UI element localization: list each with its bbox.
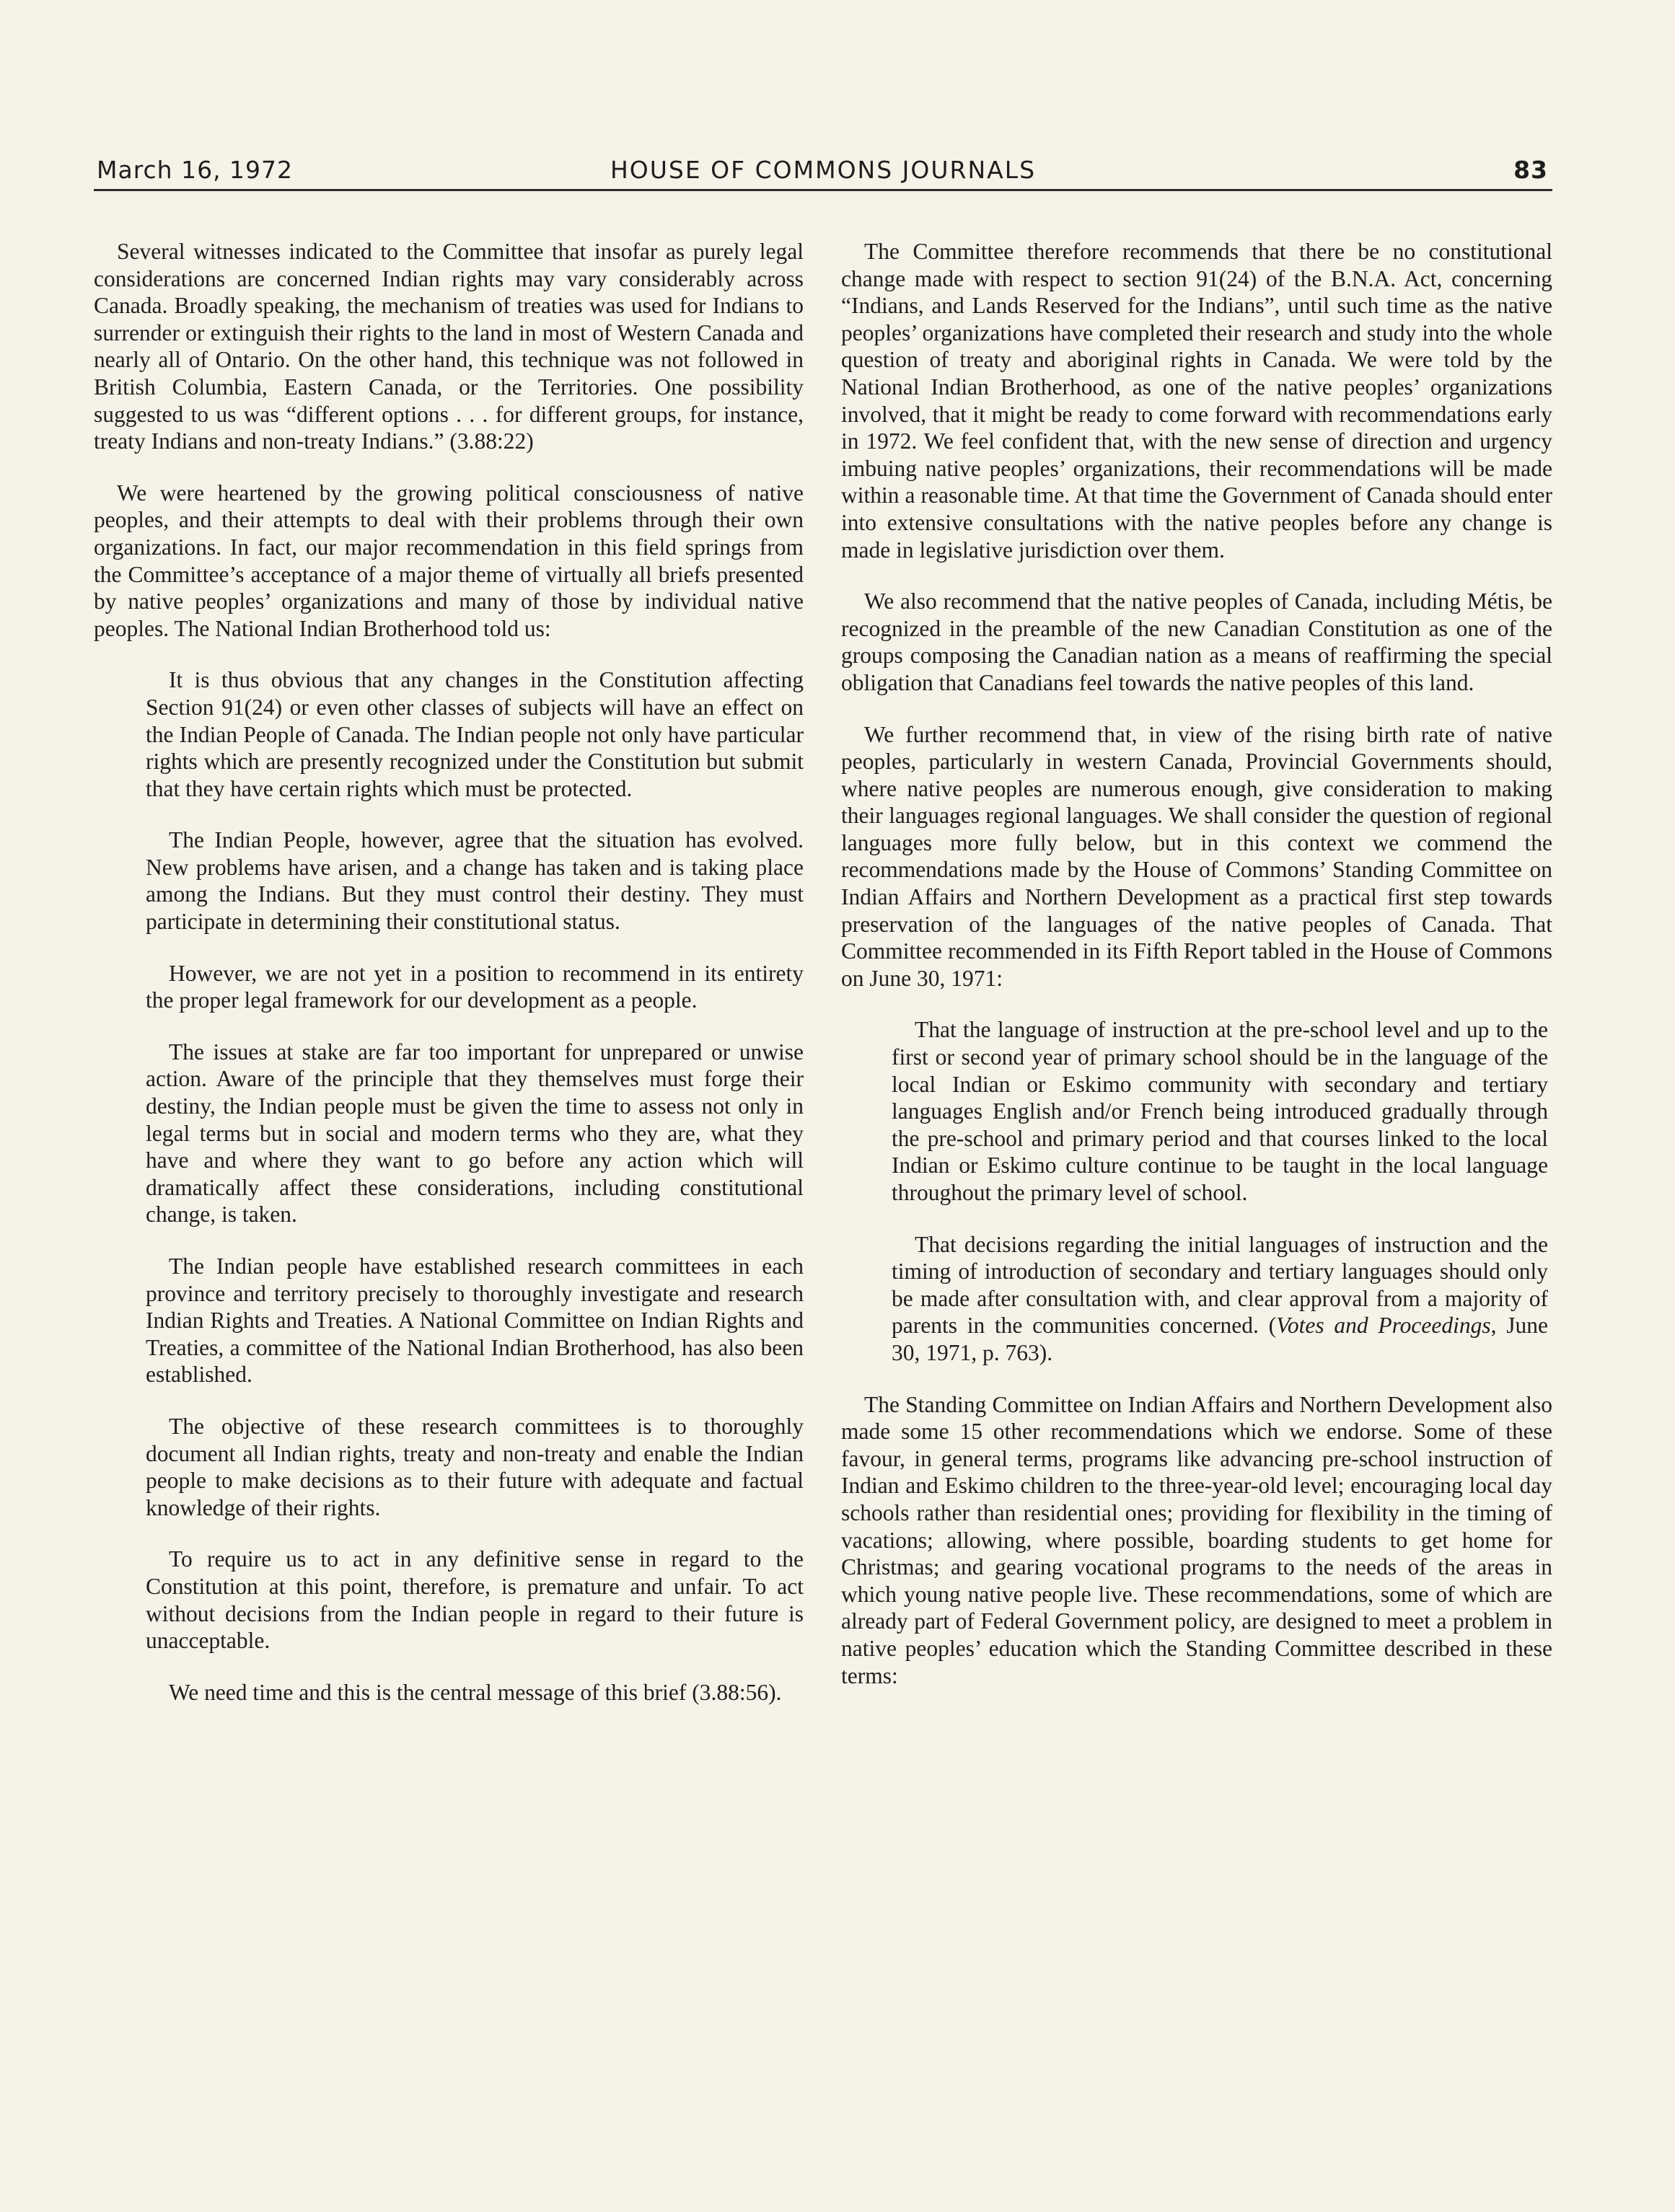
block-quote-paragraph: We need time and this is the central message of this brief (3.88:56). [169, 1679, 782, 1705]
block-quote-paragraph: The objective of these research committees is to thoroughly document all Indian rights, treaty and non-treaty and enable the Indian people to make decisions as to their future with adequate and factual knowledge of their rights. [146, 1413, 804, 1520]
quote-text: That decisions regarding the initial languages of instruction and the timing of introduction of secondary and tertiary languages should only be made after consultation with, and clear approval from a majority of parents in the communities concerned. ( [892, 1231, 1548, 1339]
paragraph: Several witnesses indicated to the Committee that insofar as purely legal considerations are concerned Indian rights may vary considerably across Canada. Broadly speaking, the mechanism of treaties was used for Indians to surrender or extinguish their rights to the land in most of Western Canada and nearly all of Ontario. On the other hand, this technique was not followed in British Columbia, Eastern Canada, or the Territories. One possibility suggested to us was “different options . . . for different groups, for instance, treaty Indians and non-treaty Indians.” (3.88:22) [94, 239, 804, 454]
paragraph: The Standing Committee on Indian Affairs and Northern Development also made some 15 other recommendations which we endorse. Some of these favour, in general terms, programs like advancing pre-school instruction of Indian and Eskimo children to the three-year-old level; encouraging local day schools rather than residential ones; providing for flexibility in the timing of vacations; allowing, where possible, boarding students to get home for Christmas; and gearing vocational programs to the needs of the areas in which young native people live. These recommendations, some of which are already part of Federal Government policy, are designed to meet a problem in native peoples’ education which the Standing Committee described in these terms: [841, 1391, 1552, 1688]
page-header [94, 154, 1552, 191]
page-number: 83 [1513, 156, 1548, 184]
paragraph: The Committee therefore recommends that there be no constitutional change made with respect to section 91(24) of the B.N.A. Act, concerning “Indians, and Lands Reserved for the Indians”, until such time as the native peoples’ organizations have completed their research and study into the whole question of treaty and aboriginal rights in Canada. We were told by the National Indian Brotherhood, as one of the native peoples’ organizations involved, that it might be ready to come forward with recommendations early in 1972. We feel confident that, with the new sense of direction and urgency imbuing native peoples’ organizations, their recommendations will be made within a reasonable time. At that time the Government of Canada should enter into extensive consultations with the native peoples before any change is made in legislative jurisdiction over them. [841, 239, 1552, 563]
citation-title: Votes and Proceedings [1276, 1313, 1491, 1339]
header-title: HOUSE OF COMMONS JOURNALS [610, 156, 1037, 184]
block-quote-paragraph: The Indian People, however, agree that the situation has evolved. New problems have arisen, and a change has taken and is taking place among the Indians. But they must control their destiny. They must participate in determining their constitutional status. [146, 827, 804, 935]
paragraph: We were heartened by the growing political consciousness of native peoples, and their attempts to deal with their problems through their own organizations. In fact, our major recommendation in this field springs from the Committee’s acceptance of a major theme of virtually all briefs presented by native peoples’ organizations and many of those by individual native peoples. The National Indian Brotherhood told us: [94, 480, 804, 641]
block-quote-paragraph: To require us to act in any definitive sense in regard to the Constitution at this point, therefore, is premature and unfair. To act without decisions from the Indian people in regard to their future is unacceptable. [146, 1546, 804, 1654]
block-quote-paragraph: That the language of instruction at the pre-school level and up to the first or second year of primary school should be in the language of the local Indian or Eskimo community with secondary and tertiary languages English and/or French being introduced gradually through the pre-school and primary period and that courses linked to the local Indian or Eskimo culture continue to be taught in the local language throughout the primary level of school. [892, 1017, 1548, 1205]
block-quote-paragraph: It is thus obvious that any changes in the Constitution affecting Section 91(24) or even other classes of subjects will have an effect on the Indian People of Canada. The Indian people not only have particular rights which are presently recognized under the Constitution but submit that they have certain rights which must be protected. [146, 667, 804, 801]
block-quote-paragraph: However, we are not yet in a position to recommend in its entirety the proper legal framework for our development as a people. [146, 960, 804, 1013]
left-column [94, 238, 804, 1730]
block-quote-paragraph [892, 1231, 1548, 1367]
block-quote-paragraph: The issues at stake are far too important for unprepared or unwise action. Aware of the principle that they themselves must forge their destiny, the Indian people must be given the time to assess not only in legal terms but in social and modern terms who they are, what they have and where they want to go before any action which will dramatically affect these considerations, including constitutional change, is taken. [146, 1039, 804, 1228]
paragraph: We further recommend that, in view of the rising birth rate of native peoples, particularly in western Canada, Provincial Governments should, where native peoples are numerous enough, give consideration to making their languages regional languages. We shall consider the question of regional languages more fully below, but in this context we commend the recommendations made by the House of Commons’ Standing Committee on Indian Affairs and Northern Development as a practical first step towards preservation of the languages of the native peoples of Canada. That Committee recommended in its Fifth Report tabled in the House of Commons on June 30, 1971: [841, 721, 1552, 991]
header-date: March 16, 1972 [97, 156, 294, 184]
paragraph: We also recommend that the native peoples of Canada, including Métis, be recognized in the preamble of the new Canadian Constitution as one of the groups composing the Canadian nation as a means of reaffirming the special obligation that Canadians feel towards the native peoples of this land. [841, 589, 1552, 695]
right-column [841, 238, 1552, 1714]
block-quote-paragraph: The Indian people have established research committees in each province and territory precisely to thoroughly investigate and research Indian Rights and Treaties. A National Committee on Indian Rights and Treaties, a committee of the National Indian Brotherhood, has also been established. [146, 1253, 804, 1388]
citation-details: , June 30, 1971, p. 763). [892, 1313, 1548, 1365]
